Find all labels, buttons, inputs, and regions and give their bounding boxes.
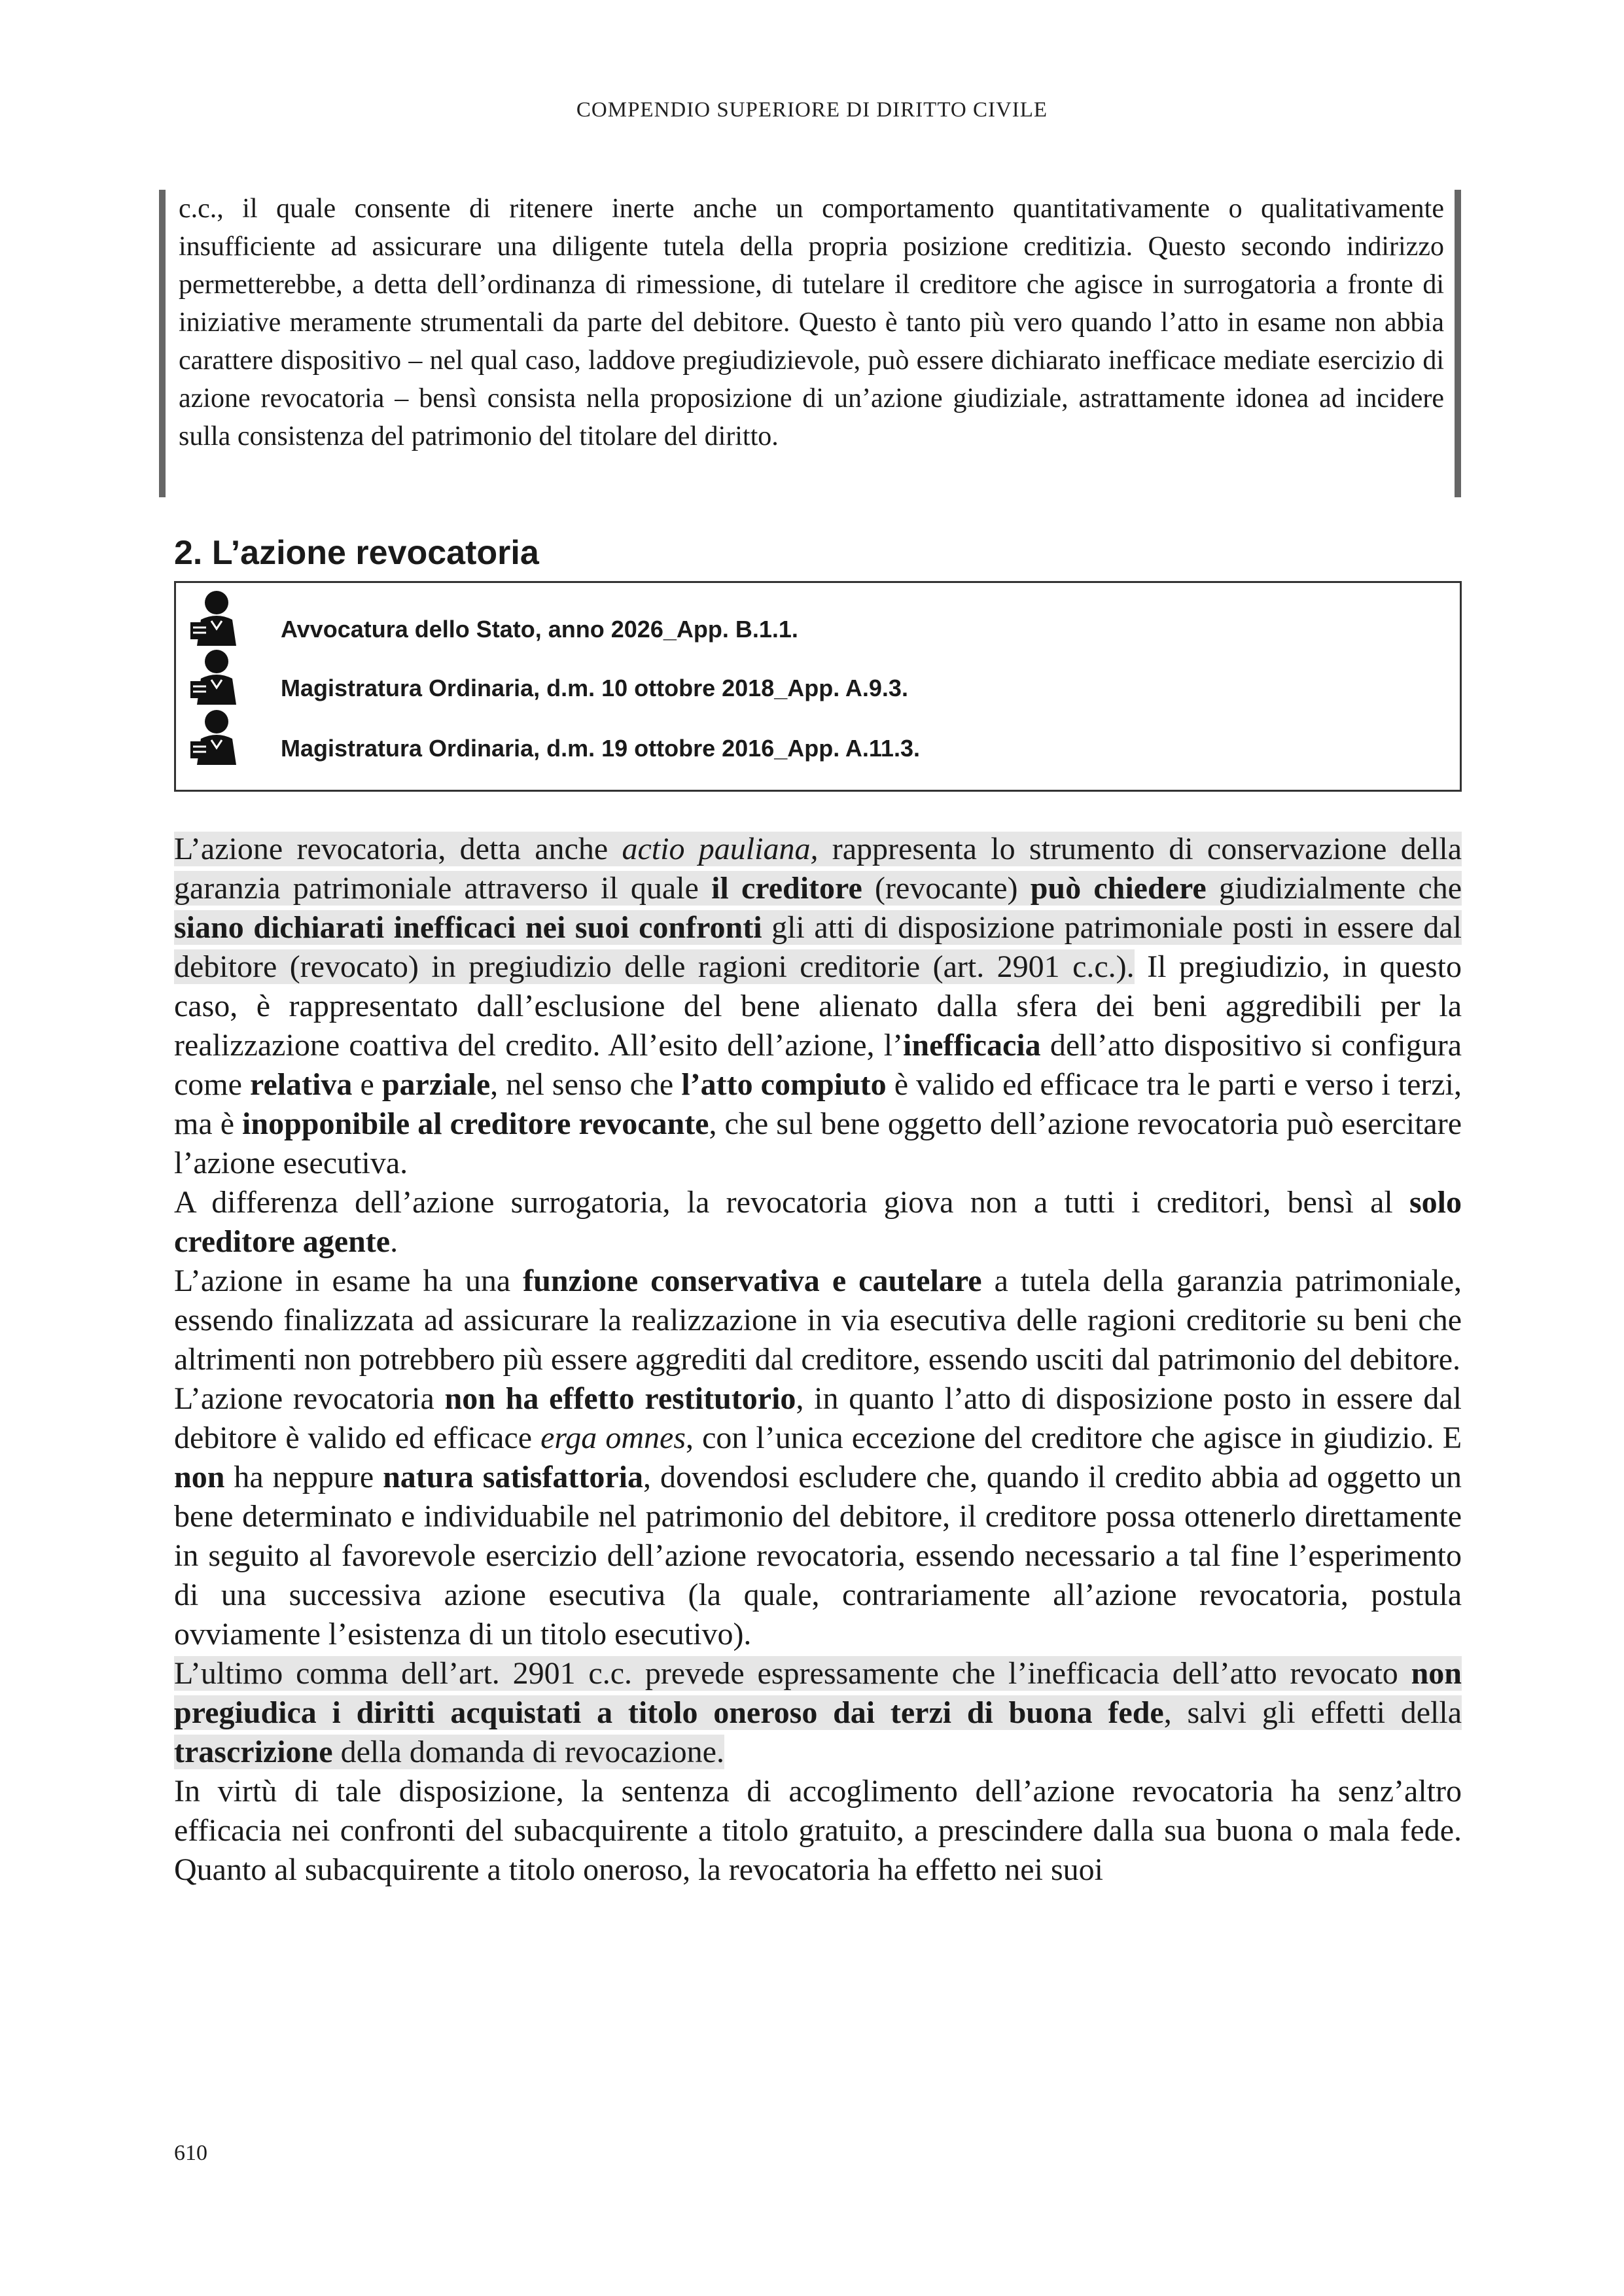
text-run: relativa xyxy=(250,1067,353,1102)
judge-icon xyxy=(189,709,244,766)
exam-reference-label: Magistratura Ordinaria, d.m. 10 ottobre 2018_App. A.9.3. xyxy=(281,675,908,701)
text-run: gli atti di disposizione patrimoniale posti in essere dal debitore (revocato) in pregiudizio delle ragioni creditorie (art. 2901 c.c.). xyxy=(174,910,1462,984)
text-run: a tutela della garanzia patrimoniale, essendo finalizzata ad assicurare la realizzazione in via esecutiva delle ragioni creditorie su beni che altrimenti non potrebbero più essere aggrediti dal creditore, essendo usciti dal patrimonio del debitore. xyxy=(174,1263,1462,1377)
text-run: il creditore xyxy=(711,871,862,906)
text-run: inefficacia xyxy=(903,1028,1041,1063)
text-run: L’azione in esame ha una xyxy=(174,1263,523,1298)
text-run: A differenza dell’azione surrogatoria, la revocatoria giova non a tutti i creditori, bensì al xyxy=(174,1185,1409,1220)
paragraph xyxy=(174,830,1462,1183)
paragraph xyxy=(174,1183,1462,1262)
text-run: , che sul bene oggetto dell’azione revocatoria può esercitare l’azione esecutiva. xyxy=(174,1106,1462,1180)
text-run: solo creditore agente xyxy=(174,1185,1462,1259)
text-run: non ha effetto restitutorio xyxy=(444,1381,796,1416)
text-run: , nel senso che xyxy=(490,1067,682,1102)
text-run: actio pauliana, xyxy=(622,832,819,866)
text-run: e xyxy=(352,1067,382,1102)
text-run: trascrizione xyxy=(174,1735,333,1769)
text-run: è valido ed efficace tra le parti e verso i terzi, ma è xyxy=(174,1067,1462,1141)
text-run: dell’atto dispositivo si configura come xyxy=(174,1028,1462,1102)
text-run: parziale xyxy=(381,1067,491,1102)
text-run: natura satisfattoria xyxy=(383,1460,643,1494)
text-run: può chiedere xyxy=(1030,871,1207,906)
text-run: , dovendosi escludere che, quando il credito abbia ad oggetto un bene determinato e individuabile nel patrimonio del debitore, il creditore possa ottenerlo direttamente in seguito al favorevole esercizio dell’azione revocatoria, essendo necessario a tal fine l’esperimento di una successiva azione esecutiva (la quale, contrariamente all’azione revocatoria, postula ovviamente l’esistenza di un titolo esecutivo). xyxy=(174,1460,1462,1651)
quoted-box xyxy=(159,190,1461,497)
section-title: 2. L’azione revocatoria xyxy=(174,534,539,572)
exam-reference-label: Avvocatura dello Stato, anno 2026_App. B.1.1. xyxy=(281,616,798,643)
text-run: (revocante) xyxy=(862,871,1031,906)
paragraph xyxy=(174,1379,1462,1654)
lawyer-icon xyxy=(189,590,244,647)
text-run: della domanda di revocazione. xyxy=(332,1735,724,1769)
text-run: erga omnes xyxy=(540,1421,686,1455)
exam-reference-label: Magistratura Ordinaria, d.m. 19 ottobre 2016_App. A.11.3. xyxy=(281,735,920,762)
running-header: COMPENDIO SUPERIORE DI DIRITTO CIVILE xyxy=(576,98,1048,122)
text-run: funzione conservativa e cautelare xyxy=(523,1263,982,1298)
exam-reference xyxy=(189,709,1432,768)
page-number: 610 xyxy=(174,2141,207,2165)
quoted-box-text: c.c., il quale consente di ritenere inerte anche un comportamento quantitativamente o qualitativamente insufficiente ad assicurare una diligente tutela della propria posizione creditizia. Questo secondo indirizzo permetterebbe, a detta dell’ordinanza di rimessione, di tutelare il creditore che agisce in surrogatoria a fronte di iniziative meramente strumentali da parte del debitore. Questo è tanto più vero quando l’atto in esame non abbia carattere dispositivo – nel qual caso, laddove pregiudizievole, può essere dichiarato inefficace mediate esercizio di azione revocatoria – bensì consista nella proposizione di un’azione giudiziale, astrattamente idonea ad incidere sulla consistenza del patrimonio del titolare del diritto. xyxy=(179,194,1444,451)
text-run: non xyxy=(174,1460,225,1494)
text-run: , salvi gli effetti della xyxy=(1163,1695,1462,1730)
exam-reference xyxy=(189,648,1432,707)
text-run: ha neppure xyxy=(224,1460,383,1494)
paragraph xyxy=(174,1654,1462,1772)
body-text xyxy=(174,830,1462,1890)
text-run: siano dichiarati inefficaci nei suoi confronti xyxy=(174,910,762,945)
paragraph xyxy=(174,1262,1462,1379)
text-run: inopponibile al creditore revocante xyxy=(242,1106,709,1141)
judge-icon xyxy=(189,648,244,706)
text-run: L’ultimo comma dell’art. 2901 c.c. prevede espressamente che l’inefficacia dell’atto revocato xyxy=(174,1656,1411,1691)
text-run: non pregiudica i diritti acquistati a titolo oneroso dai terzi di buona fede xyxy=(174,1656,1462,1730)
text-run: , con l’unica eccezione del creditore che agisce in giudizio. E xyxy=(686,1421,1462,1455)
text-run: . xyxy=(390,1224,398,1259)
text-run: In virtù di tale disposizione, la sentenza di accoglimento dell’azione revocatoria ha senz’altro efficacia nei confronti del subacquirente a titolo gratuito, a prescindere dalla sua buona o mala fede. Quanto al subacquirente a titolo oneroso, la revocatoria ha effetto nei suoi xyxy=(174,1774,1462,1887)
exam-references-box xyxy=(174,581,1462,792)
paragraph xyxy=(174,1772,1462,1890)
text-run: giudizialmente che xyxy=(1206,871,1462,906)
exam-reference xyxy=(189,590,1432,648)
text-run: , in quanto l’atto di disposizione posto in essere dal debitore è valido ed efficace xyxy=(174,1381,1462,1455)
text-run: rappresenta lo strumento di conservazione della garanzia patrimoniale attraverso il quale xyxy=(174,832,1462,906)
text-run: l’atto compiuto xyxy=(681,1067,887,1102)
text-run: L’azione revocatoria, detta anche xyxy=(174,832,622,866)
text-run: Il pregiudizio, in questo caso, è rappresentato dall’esclusione del bene alienato dalla sfera dei beni aggredibili per la realizzazione coattiva del credito. All’esito dell’azione, l’ xyxy=(174,949,1462,1063)
text-run: L’azione revocatoria xyxy=(174,1381,445,1416)
